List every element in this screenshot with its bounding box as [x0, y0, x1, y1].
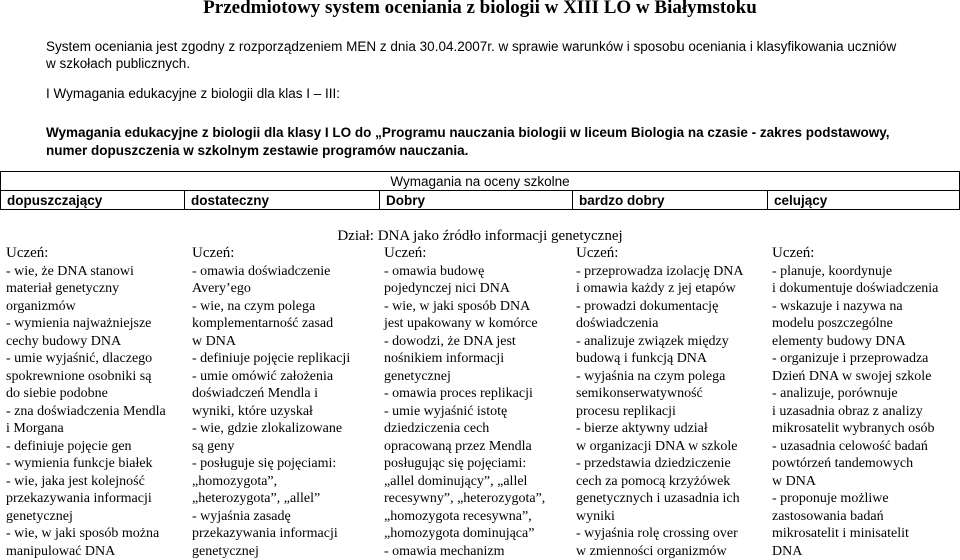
requirements-description	[46, 124, 951, 160]
requirement-line: - analizuje związek między	[576, 333, 764, 351]
requirement-line: nośnikiem informacji	[384, 350, 572, 368]
requirement-line: - wyjaśnia zasadę	[192, 508, 380, 526]
requirement-line: - wyjaśnia rolę crossing over	[576, 525, 764, 543]
requirement-line: Avery’ego	[192, 280, 380, 298]
requirement-line: semikonserwatywność	[576, 385, 764, 403]
column-label: Uczeń:	[192, 245, 380, 263]
requirement-line: - dowodzi, że DNA jest	[384, 333, 572, 351]
grade-bardzo-dobry: bardzo dobry	[573, 191, 768, 210]
grades-table	[0, 171, 960, 210]
requirement-line: - wyjaśnia na czym polega	[576, 368, 764, 386]
column-label: Uczeń:	[6, 245, 194, 263]
requirement-line: spokrewnione osobniki są	[6, 368, 194, 386]
requirement-line: „heterozygota”, „allel”	[192, 490, 380, 508]
requirement-line: opracowaną przez Mendla	[384, 438, 572, 456]
requirement-line: elementy budowy DNA	[772, 333, 960, 351]
requirement-line: - organizuje i przeprowadza	[772, 350, 960, 368]
document-title: Przedmiotowy system oceniania z biologii w XIII LO w Białymstoku	[0, 0, 960, 19]
requirement-line: „allel dominujący”, „allel	[384, 473, 572, 491]
requirement-line: i Morgana	[6, 420, 194, 438]
column-label: Uczeń:	[772, 245, 960, 263]
requirement-line: i uzasadnia obraz z analizy	[772, 403, 960, 421]
requirement-line: powtórzeń tandemowych	[772, 455, 960, 473]
requirement-line: procesu replikacji	[576, 403, 764, 421]
requirement-line: - wie, na czym polega	[192, 298, 380, 316]
intro-line: System oceniania jest zgodny z rozporządzeniem MEN z dnia 30.04.2007r. w sprawie warunków i sposobu oceniania i klasyfikowania uczniów	[46, 38, 926, 55]
requirements-line: numer dopuszczenia w szkolnym zestawie programów nauczania.	[46, 142, 951, 160]
section-title: Dział: DNA jako źródło informacji genetycznej	[0, 227, 960, 245]
requirements-column-celujacy	[772, 245, 960, 560]
requirement-line: w DNA	[192, 333, 380, 351]
requirement-line: - umie omówić założenia	[192, 368, 380, 386]
requirement-line: - analizuje, porównuje	[772, 385, 960, 403]
requirement-line: - wie, że DNA stanowi	[6, 263, 194, 281]
requirement-line: przekazywania informacji	[192, 525, 380, 543]
requirement-line: - wymienia funkcje białek	[6, 455, 194, 473]
requirement-line: - posługuje się pojęciami:	[192, 455, 380, 473]
requirement-line: do siebie podobne	[6, 385, 194, 403]
requirement-line: wyniki	[576, 508, 764, 526]
requirements-column-dobry	[384, 245, 572, 560]
requirement-line: cech za pomocą krzyżówek	[576, 473, 764, 491]
requirement-line: - definiuje pojęcie replikacji	[192, 350, 380, 368]
grade-celujacy: celujący	[768, 191, 960, 210]
requirement-line: - przedstawia dziedziczenie	[576, 455, 764, 473]
requirement-line: Dzień DNA w swojej szkole	[772, 368, 960, 386]
requirement-line: - umie wyjaśnić, dlaczego	[6, 350, 194, 368]
requirement-line: - omawia doświadczenie	[192, 263, 380, 281]
requirement-line: „homozygota”,	[192, 473, 380, 491]
requirement-line: mikrosatelit i minisatelit	[772, 525, 960, 543]
requirement-line: cechy budowy DNA	[6, 333, 194, 351]
requirement-line: DNA	[772, 543, 960, 560]
requirement-line: manipulować DNA	[6, 543, 194, 560]
requirement-line: zastosowania badań	[772, 508, 960, 526]
requirement-line: dziedziczenia cech	[384, 420, 572, 438]
requirement-line: w zmienności organizmów	[576, 543, 764, 560]
requirement-line: - wie, w jaki sposób można	[6, 525, 194, 543]
requirement-line: wyniki, które uzyskał	[192, 403, 380, 421]
requirement-line: - prowadzi dokumentację	[576, 298, 764, 316]
column-label: Uczeń:	[384, 245, 572, 263]
requirement-line: genetycznej	[192, 543, 380, 560]
requirement-line: organizmów	[6, 298, 194, 316]
requirement-line: „homozygota dominująca”	[384, 525, 572, 543]
requirement-line: - wie, jaka jest kolejność	[6, 473, 194, 491]
requirement-line: - wymienia najważniejsze	[6, 315, 194, 333]
requirement-line: pojedynczej nici DNA	[384, 280, 572, 298]
requirement-line: materiał genetyczny	[6, 280, 194, 298]
requirement-line: - planuje, koordynuje	[772, 263, 960, 281]
intro-paragraph	[46, 38, 926, 72]
requirement-line: recesywny”, „heterozygota”,	[384, 490, 572, 508]
grades-table-header: Wymagania na oceny szkolne	[1, 172, 960, 191]
requirement-line: doświadczenia	[576, 315, 764, 333]
requirement-line: - omawia proces replikacji	[384, 385, 572, 403]
requirement-line: doświadczeń Mendla i	[192, 385, 380, 403]
column-label: Uczeń:	[576, 245, 764, 263]
requirement-line: w DNA	[772, 473, 960, 491]
requirement-line: - proponuje możliwe	[772, 490, 960, 508]
requirement-line: genetycznych i uzasadnia ich	[576, 490, 764, 508]
requirement-line: i dokumentuje doświadczenia	[772, 280, 960, 298]
grade-dostateczny: dostateczny	[185, 191, 380, 210]
intro-line: w szkołach publicznych.	[46, 55, 926, 72]
section-heading: I Wymagania edukacyjne z biologii dla klas I – III:	[46, 85, 340, 102]
requirement-line: posługując się pojęciami:	[384, 455, 572, 473]
requirement-line: genetycznej	[384, 368, 572, 386]
requirement-line: - zna doświadczenia Mendla	[6, 403, 194, 421]
requirement-line: - uzasadnia celowość badań	[772, 438, 960, 456]
requirement-line: genetycznej	[6, 508, 194, 526]
requirement-line: komplementarność zasad	[192, 315, 380, 333]
requirements-column-dopuszczajacy	[6, 245, 194, 560]
requirement-line: - definiuje pojęcie gen	[6, 438, 194, 456]
requirement-line: w organizacji DNA w szkole	[576, 438, 764, 456]
requirement-line: „homozygota recesywna”,	[384, 508, 572, 526]
requirement-line: jest upakowany w komórce	[384, 315, 572, 333]
requirement-line: mikrosatelit wybranych osób	[772, 420, 960, 438]
requirement-line: - przeprowadza izolację DNA	[576, 263, 764, 281]
requirements-line: Wymagania edukacyjne z biologii dla klasy I LO do „Programu nauczania biologii w liceum Biologia na czasie - zakres podstawowy,	[46, 124, 951, 142]
requirement-line: - omawia mechanizm	[384, 543, 572, 560]
requirement-line: - wie, gdzie zlokalizowane	[192, 420, 380, 438]
requirements-column-dostateczny	[192, 245, 380, 560]
requirements-column-bardzo-dobry	[576, 245, 764, 560]
requirement-line: modelu poszczególne	[772, 315, 960, 333]
requirement-line: - wskazuje i nazywa na	[772, 298, 960, 316]
requirement-line: przekazywania informacji	[6, 490, 194, 508]
requirement-line: budową i funkcją DNA	[576, 350, 764, 368]
grade-dobry: Dobry	[380, 191, 573, 210]
requirement-line: i omawia każdy z jej etapów	[576, 280, 764, 298]
requirement-line: - wie, w jaki sposób DNA	[384, 298, 572, 316]
requirement-line: są geny	[192, 438, 380, 456]
requirement-line: - umie wyjaśnić istotę	[384, 403, 572, 421]
requirement-line: - bierze aktywny udział	[576, 420, 764, 438]
grade-dopuszczajacy: dopuszczający	[1, 191, 185, 210]
requirement-line: - omawia budowę	[384, 263, 572, 281]
